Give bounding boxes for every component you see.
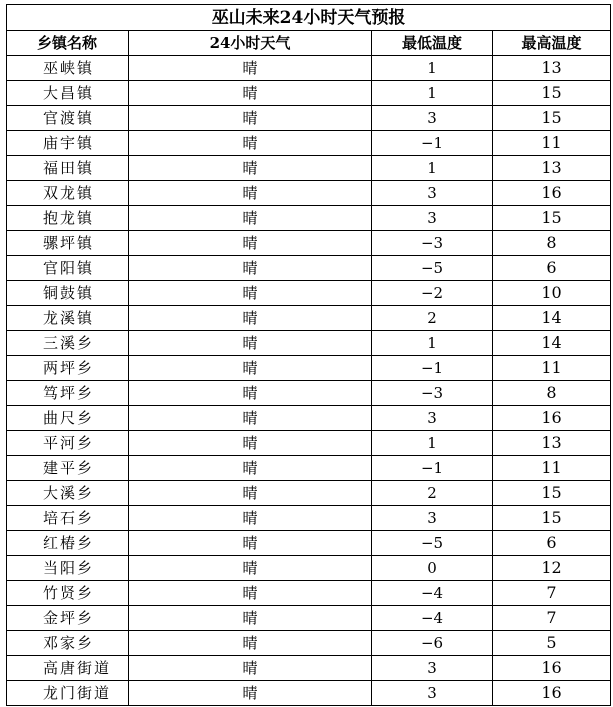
- cell-high-temp: 15: [493, 81, 611, 106]
- table-row: [7, 281, 611, 306]
- header-town: 乡镇名称: [7, 31, 129, 56]
- header-high-temp: 最高温度: [493, 31, 611, 56]
- cell-weather: 晴: [129, 556, 372, 581]
- table-row: [7, 231, 611, 256]
- cell-low-temp: 3: [372, 206, 493, 231]
- header-weather: 24小时天气: [129, 31, 372, 56]
- cell-high-temp: 15: [493, 481, 611, 506]
- cell-weather: 晴: [129, 531, 372, 556]
- cell-weather: 晴: [129, 606, 372, 631]
- cell-town: 官渡镇: [7, 106, 129, 131]
- cell-town: 大昌镇: [7, 81, 129, 106]
- cell-low-temp: −1: [372, 456, 493, 481]
- cell-town: 金坪乡: [7, 606, 129, 631]
- cell-town: 抱龙镇: [7, 206, 129, 231]
- cell-low-temp: 1: [372, 431, 493, 456]
- cell-low-temp: −3: [372, 381, 493, 406]
- cell-weather: 晴: [129, 431, 372, 456]
- table-row: [7, 56, 611, 81]
- cell-town: 高唐街道: [7, 656, 129, 681]
- cell-town: 骡坪镇: [7, 231, 129, 256]
- cell-weather: 晴: [129, 206, 372, 231]
- cell-high-temp: 13: [493, 156, 611, 181]
- cell-weather: 晴: [129, 581, 372, 606]
- cell-low-temp: −5: [372, 256, 493, 281]
- cell-town: 龙溪镇: [7, 306, 129, 331]
- cell-high-temp: 15: [493, 206, 611, 231]
- cell-low-temp: 3: [372, 106, 493, 131]
- cell-low-temp: 1: [372, 156, 493, 181]
- forecast-table: [6, 4, 611, 706]
- table-row: [7, 606, 611, 631]
- cell-town: 庙宇镇: [7, 131, 129, 156]
- cell-high-temp: 16: [493, 406, 611, 431]
- cell-town: 福田镇: [7, 156, 129, 181]
- cell-weather: 晴: [129, 506, 372, 531]
- cell-town: 巫峡镇: [7, 56, 129, 81]
- cell-high-temp: 6: [493, 256, 611, 281]
- cell-weather: 晴: [129, 331, 372, 356]
- table-row: [7, 406, 611, 431]
- cell-high-temp: 8: [493, 231, 611, 256]
- cell-low-temp: 3: [372, 681, 493, 706]
- cell-town: 铜鼓镇: [7, 281, 129, 306]
- cell-weather: 晴: [129, 631, 372, 656]
- cell-high-temp: 13: [493, 56, 611, 81]
- cell-high-temp: 11: [493, 356, 611, 381]
- cell-low-temp: −2: [372, 281, 493, 306]
- cell-low-temp: 1: [372, 81, 493, 106]
- cell-low-temp: −5: [372, 531, 493, 556]
- cell-high-temp: 14: [493, 331, 611, 356]
- cell-town: 红椿乡: [7, 531, 129, 556]
- cell-weather: 晴: [129, 156, 372, 181]
- forecast-sheet: [6, 4, 611, 706]
- cell-high-temp: 6: [493, 531, 611, 556]
- cell-high-temp: 12: [493, 556, 611, 581]
- cell-town: 竹贤乡: [7, 581, 129, 606]
- table-title: 巫山未来24小时天气预报: [7, 5, 611, 31]
- table-row: [7, 656, 611, 681]
- cell-town: 当阳乡: [7, 556, 129, 581]
- cell-weather: 晴: [129, 131, 372, 156]
- cell-low-temp: 3: [372, 181, 493, 206]
- cell-weather: 晴: [129, 281, 372, 306]
- table-row: [7, 81, 611, 106]
- cell-high-temp: 15: [493, 506, 611, 531]
- cell-weather: 晴: [129, 381, 372, 406]
- cell-town: 建平乡: [7, 456, 129, 481]
- cell-low-temp: −1: [372, 356, 493, 381]
- cell-weather: 晴: [129, 681, 372, 706]
- table-row: [7, 481, 611, 506]
- cell-low-temp: −4: [372, 606, 493, 631]
- cell-low-temp: 3: [372, 506, 493, 531]
- cell-low-temp: 0: [372, 556, 493, 581]
- cell-high-temp: 16: [493, 181, 611, 206]
- cell-weather: 晴: [129, 456, 372, 481]
- table-row: [7, 156, 611, 181]
- cell-low-temp: −6: [372, 631, 493, 656]
- table-row: [7, 581, 611, 606]
- cell-high-temp: 14: [493, 306, 611, 331]
- cell-high-temp: 16: [493, 656, 611, 681]
- cell-high-temp: 16: [493, 681, 611, 706]
- cell-weather: 晴: [129, 106, 372, 131]
- header-row: [7, 31, 611, 56]
- cell-weather: 晴: [129, 56, 372, 81]
- cell-town: 三溪乡: [7, 331, 129, 356]
- cell-town: 龙门街道: [7, 681, 129, 706]
- cell-low-temp: 3: [372, 656, 493, 681]
- cell-weather: 晴: [129, 356, 372, 381]
- cell-town: 曲尺乡: [7, 406, 129, 431]
- cell-high-temp: 10: [493, 281, 611, 306]
- cell-weather: 晴: [129, 306, 372, 331]
- cell-low-temp: 1: [372, 331, 493, 356]
- table-row: [7, 106, 611, 131]
- cell-town: 双龙镇: [7, 181, 129, 206]
- header-low-temp: 最低温度: [372, 31, 493, 56]
- cell-town: 官阳镇: [7, 256, 129, 281]
- table-body: [7, 56, 611, 706]
- cell-town: 大溪乡: [7, 481, 129, 506]
- cell-weather: 晴: [129, 231, 372, 256]
- cell-high-temp: 13: [493, 431, 611, 456]
- title-row: [7, 5, 611, 31]
- table-row: [7, 556, 611, 581]
- table-row: [7, 456, 611, 481]
- cell-high-temp: 11: [493, 131, 611, 156]
- cell-weather: 晴: [129, 481, 372, 506]
- table-row: [7, 306, 611, 331]
- table-row: [7, 431, 611, 456]
- cell-town: 两坪乡: [7, 356, 129, 381]
- cell-weather: 晴: [129, 256, 372, 281]
- table-row: [7, 531, 611, 556]
- table-row: [7, 356, 611, 381]
- cell-high-temp: 15: [493, 106, 611, 131]
- cell-weather: 晴: [129, 656, 372, 681]
- cell-weather: 晴: [129, 181, 372, 206]
- cell-town: 邓家乡: [7, 631, 129, 656]
- table-row: [7, 131, 611, 156]
- cell-high-temp: 8: [493, 381, 611, 406]
- table-row: [7, 206, 611, 231]
- cell-low-temp: 2: [372, 481, 493, 506]
- cell-high-temp: 7: [493, 581, 611, 606]
- cell-town: 笃坪乡: [7, 381, 129, 406]
- table-row: [7, 506, 611, 531]
- table-row: [7, 181, 611, 206]
- cell-high-temp: 5: [493, 631, 611, 656]
- cell-town: 培石乡: [7, 506, 129, 531]
- cell-low-temp: 1: [372, 56, 493, 81]
- cell-low-temp: 3: [372, 406, 493, 431]
- table-row: [7, 381, 611, 406]
- cell-weather: 晴: [129, 81, 372, 106]
- cell-weather: 晴: [129, 406, 372, 431]
- cell-low-temp: −4: [372, 581, 493, 606]
- table-row: [7, 631, 611, 656]
- cell-high-temp: 7: [493, 606, 611, 631]
- cell-low-temp: −3: [372, 231, 493, 256]
- table-row: [7, 681, 611, 706]
- table-row: [7, 256, 611, 281]
- table-row: [7, 331, 611, 356]
- cell-low-temp: 2: [372, 306, 493, 331]
- cell-town: 平河乡: [7, 431, 129, 456]
- cell-low-temp: −1: [372, 131, 493, 156]
- cell-high-temp: 11: [493, 456, 611, 481]
